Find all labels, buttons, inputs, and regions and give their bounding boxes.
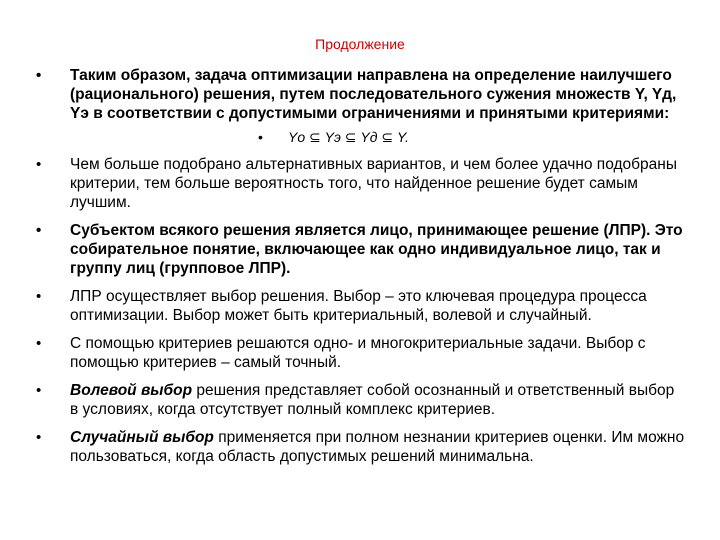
- bullet-item: [36, 221, 686, 278]
- bullet-dot: •: [36, 156, 42, 173]
- bullet-item: [36, 66, 686, 123]
- bullet-item: [36, 287, 686, 325]
- bullet-dot: •: [36, 335, 42, 352]
- bullet-item: [36, 334, 686, 372]
- bullet-text: ЛПР осуществляет выбор решения. Выбор – это ключевая процедура процесса оптимизации. Выбор может быть критериальный, волевой и случайный.: [70, 288, 647, 324]
- bullet-item: [36, 381, 686, 419]
- bullet-dot: •: [36, 429, 42, 446]
- sub-bullet-item: [36, 128, 686, 146]
- bullet-item: [36, 428, 686, 466]
- bullet-lead-term: Волевой выбор: [70, 382, 193, 399]
- bullet-text: решения представляет собой осознанный и ответственный выбор в условиях, когда отсутствует полный комплекс критериев.: [70, 382, 675, 418]
- bullet-text: С помощью критериев решаются одно- и многокритериальные задачи. Выбор с помощью критериев – самый точный.: [70, 335, 646, 371]
- bullet-text: Чем больше подобрано альтернативных вариантов, и чем более удачно подобраны критерии, тем больше вероятность того, что найденное решение будет самым лучшим.: [70, 156, 677, 211]
- bullet-dot: •: [36, 67, 42, 84]
- bullet-text: Таким образом, задача оптимизации направлена на определение наилучшего (рационального) решения, путем последовательного сужения множеств Y, Yд, Yэ в соответствии с допустимыми ограничениями и принятыми критериями:: [70, 67, 677, 122]
- bullet-dot: •: [258, 129, 263, 145]
- bullet-text: Субъектом всякого решения является лицо, принимающее решение (ЛПР). Это собирательное понятие, включающее как одно индивидуальное лицо, так и группу лиц (групповое ЛПР).: [70, 222, 683, 277]
- set-inclusion-formula: Yо ⊆ Yэ ⊆ Yд ⊆ Y.: [288, 129, 409, 145]
- bullet-text: применяется при полном незнании критериев оценки. Им можно пользоваться, когда область допустимых решений минимальна.: [70, 429, 685, 465]
- bullet-list: [36, 66, 686, 475]
- slide-title: Продолжение: [315, 36, 405, 52]
- bullet-dot: •: [36, 288, 42, 305]
- bullet-dot: •: [36, 382, 42, 399]
- bullet-item: [36, 155, 686, 212]
- bullet-dot: •: [36, 222, 42, 239]
- bullet-lead-term: Случайный выбор: [70, 429, 214, 446]
